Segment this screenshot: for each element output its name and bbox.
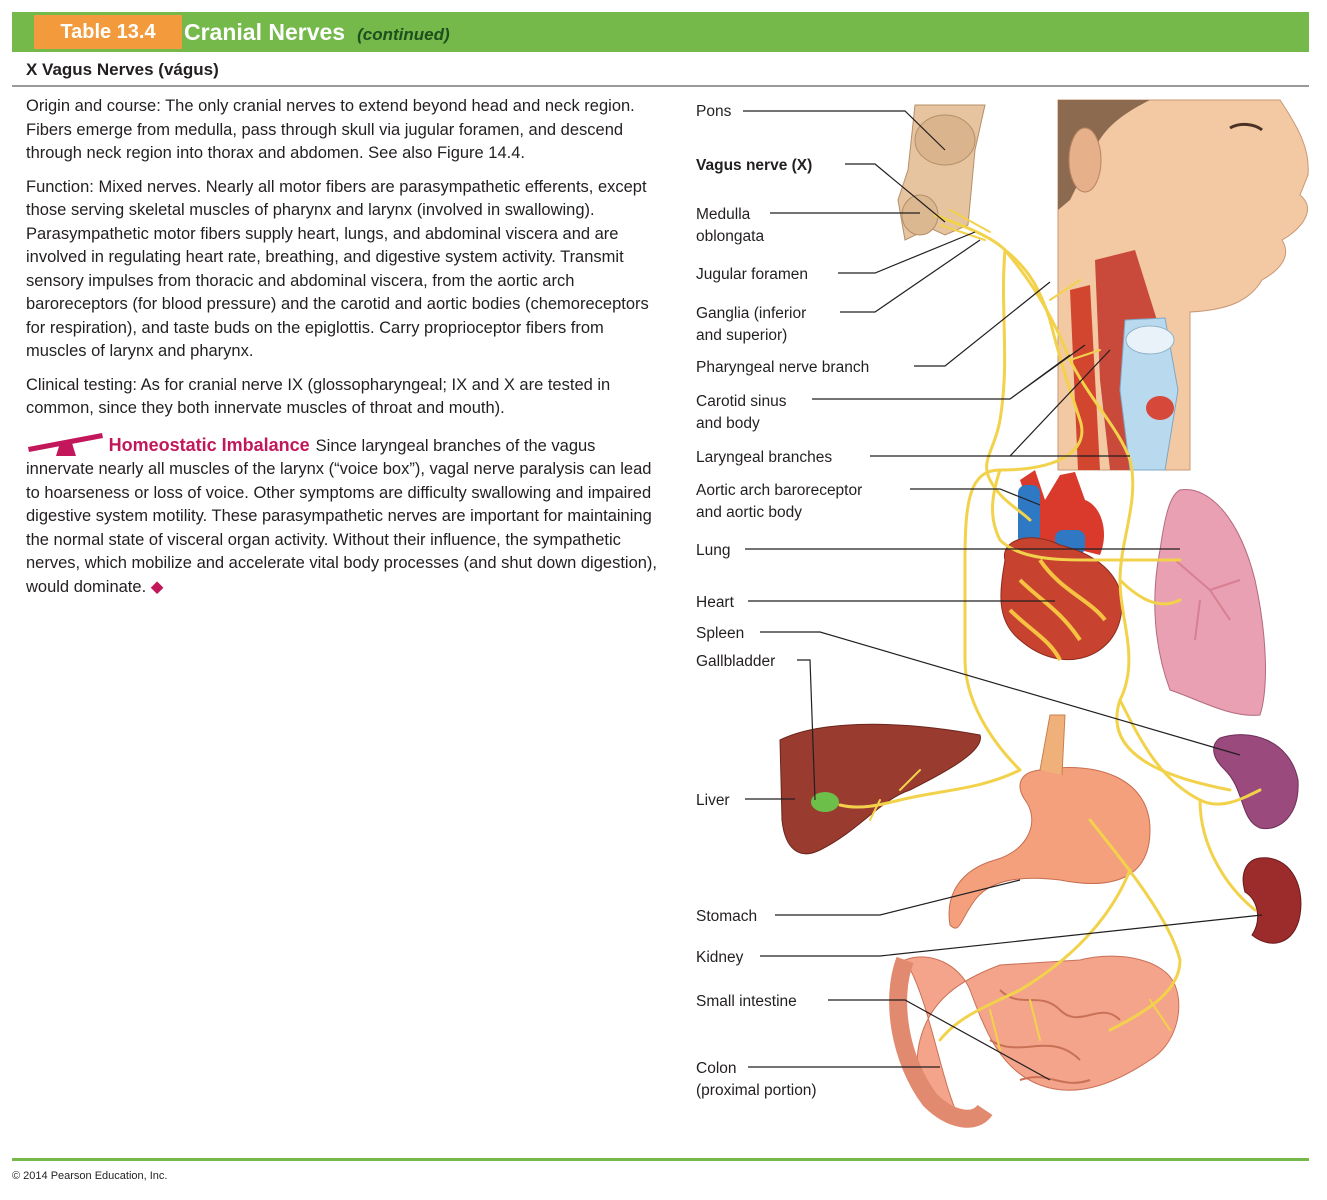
label-ganglia: Ganglia (inferior — [696, 305, 807, 322]
label-medulla: Medulla — [696, 206, 751, 223]
label-spleen: Spleen — [696, 625, 745, 642]
origin-paragraph: Origin and course: The only cranial nerves to extend beyond head and neck region. Fibers emerge from medulla, pass through skull via jugular foramen, and descend through neck region into thorax and abdomen. See also Figure 14.4. — [26, 97, 635, 162]
end-of-section-icon: ◆ — [150, 577, 164, 596]
homeostatic-imbalance-title: Homeostatic Imbalance — [108, 434, 310, 455]
homeostatic-imbalance-text: Since laryngeal branches of the vagus innervate nearly all muscles of the larynx (“voice box”), vagal nerve paralysis can lead to hoarseness or loss of voice. Other symptoms are difficulty swallowing and impaired digestive system motility. These parasympathetic nerves are important for maintaining the normal state of visceral organ activity. Without their influence, the sympathetic nerves, which mobilize and accelerate vital body processes (and shut down digestion), would dominate. — [26, 436, 658, 596]
label-aortic-arch: Aortic arch baroreceptor — [696, 482, 863, 499]
heart-illustration — [1001, 470, 1122, 660]
label-medulla-2: oblongata — [696, 228, 765, 245]
label-gallbladder: Gallbladder — [696, 653, 776, 670]
label-carotid-sinus-2: and body — [696, 415, 760, 432]
kidney-illustration — [1243, 858, 1301, 943]
label-aortic-arch-2: and aortic body — [696, 504, 802, 521]
label-heart: Heart — [696, 594, 734, 611]
stomach-illustration — [949, 715, 1150, 928]
label-pharyngeal-branch: Pharyngeal nerve branch — [696, 359, 870, 376]
function-paragraph: Function: Mixed nerves. Nearly all motor fibers are parasympathetic efferents, except those serving skeletal muscles of pharynx and larynx (involved in swallowing). Parasympathetic motor fibers supply heart, lungs, and abdominal viscera and are involved in regulating heart rate, breathing, and digestive system activity. Transmit sensory impulses from thoracic and abdominal viscera, from the aortic arch baroreceptors (for blood pressure) and the carotid and aortic bodies (chemoreceptors for respiration), and taste buds on the epiglottis. Carry proprioceptor fibers from muscles of larynx and pharynx. — [26, 177, 649, 360]
label-stomach: Stomach — [696, 908, 758, 925]
label-small-intestine: Small intestine — [696, 993, 797, 1010]
footer-divider — [12, 1158, 1309, 1161]
label-jugular-foramen: Jugular foramen — [696, 266, 809, 283]
nerve-heading: X Vagus Nerves (vágus) — [26, 60, 219, 79]
title-text: Cranial Nerves — [184, 19, 346, 45]
label-laryngeal-branches: Laryngeal branches — [696, 449, 833, 466]
label-liver: Liver — [696, 792, 730, 809]
label-lung: Lung — [696, 542, 731, 559]
label-colon: Colon — [696, 1060, 737, 1077]
label-kidney: Kidney — [696, 949, 744, 966]
copyright-notice: © 2014 Pearson Education, Inc. — [12, 1170, 168, 1182]
label-colon-2: (proximal portion) — [696, 1082, 817, 1099]
label-vagus-nerve: Vagus nerve (X) — [696, 157, 813, 174]
label-ganglia-2: and superior) — [696, 327, 788, 344]
table-number-label: Table 13.4 — [34, 15, 182, 49]
spleen-illustration — [1214, 735, 1298, 829]
clinical-paragraph: Clinical testing: As for cranial nerve IX (glossopharyngeal; IX and X are tested in common, since they both innervate muscles of throat and mouth). — [26, 375, 611, 417]
label-pons: Pons — [696, 103, 732, 120]
label-carotid-sinus: Carotid sinus — [696, 393, 787, 410]
continued-label: (continued) — [357, 25, 450, 44]
